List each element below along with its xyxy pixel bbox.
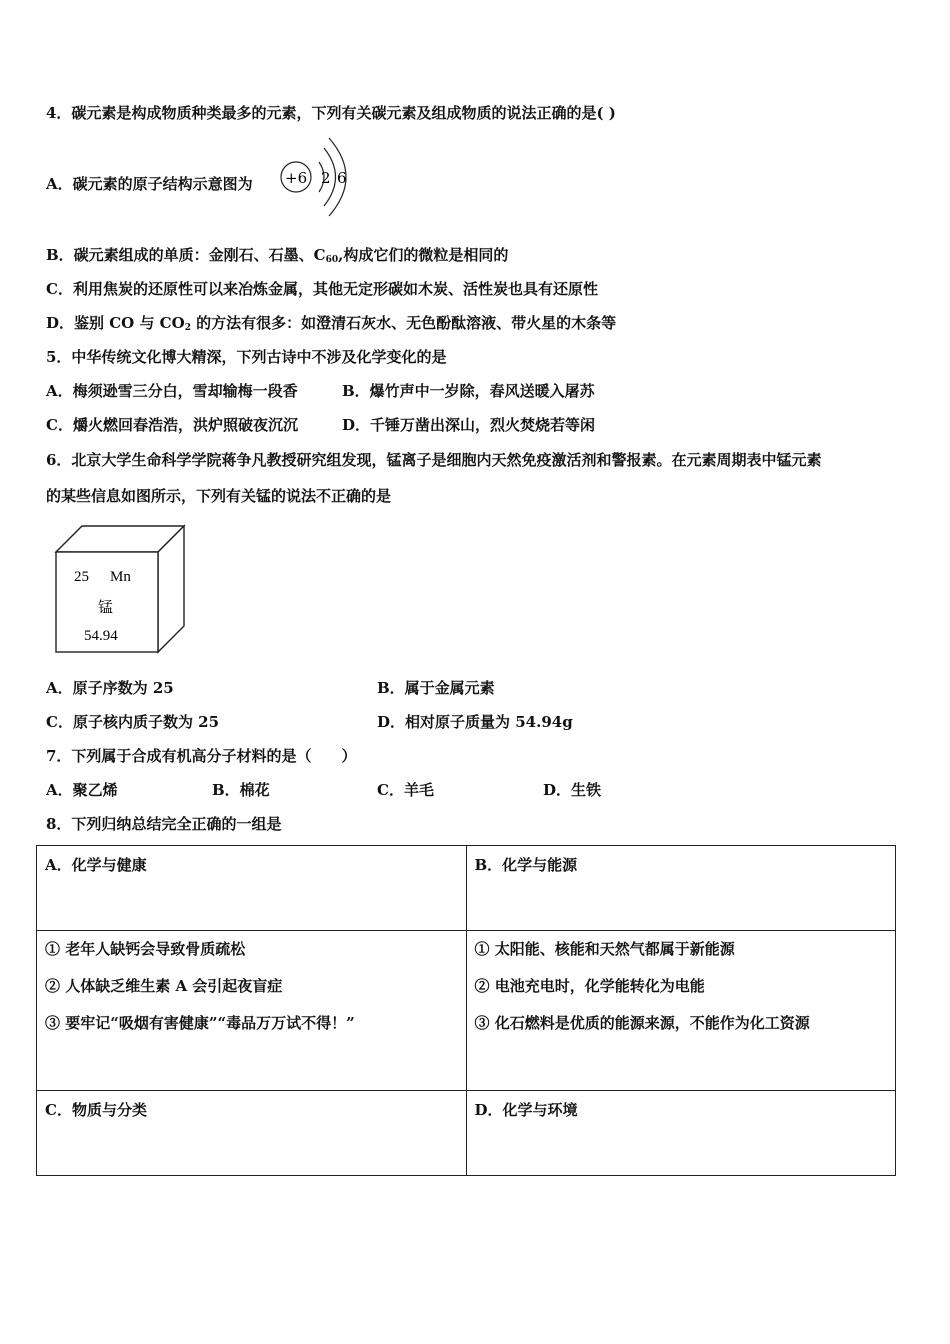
list-item: ③ 化石燃料是优质的能源来源，不能作为化工资源 <box>474 1014 810 1032</box>
list-item: ② 电池充电时，化学能转化为电能 <box>474 977 705 995</box>
manganese-element-cell <box>52 522 192 658</box>
list-item: ③ 要牢记“吸烟有害健康”“毒品万万试不得！” <box>45 1014 355 1032</box>
q8-stem: 8．下列归纳总结完全正确的一组是 <box>46 815 282 833</box>
list-item: ① 老年人缺钙会导致骨质疏松 <box>45 940 246 958</box>
q5-option-c: C．爝火燃回春浩浩，洪炉照破夜沉沉 <box>46 416 298 434</box>
q4-option-b: B．碳元素组成的单质：金刚石、石墨、$C_{60}$,构成它们的微粒是相同的 <box>46 246 509 265</box>
cell-b-items <box>466 931 896 1091</box>
cell-a-items <box>37 931 467 1091</box>
carbon-atom-diagram <box>279 132 359 218</box>
q6-stem-line1: 6．北京大学生命科学学院蒋争凡教授研究组发现，锰离子是细胞内天然免疫激活剂和警报素。在元素周期表中锰元素 <box>46 451 822 469</box>
q6-option-d: D．相对原子质量为 54.94g <box>377 713 573 731</box>
element-atomic-mass: 54.94 <box>84 628 118 644</box>
q4-stem: 4．碳元素是构成物质种类最多的元素，下列有关碳元素及组成物质的说法正确的是( ) <box>46 104 616 122</box>
cell-c-title: C．物质与分类 <box>37 1091 467 1176</box>
shell-electrons-2: 6 <box>337 169 347 187</box>
q7-option-d: D．生铁 <box>543 781 602 799</box>
list-item: ② 人体缺乏维生素 A 会引起夜盲症 <box>45 977 283 995</box>
cell-d-title: D．化学与环境 <box>466 1091 896 1176</box>
shell-electrons-1: 2 <box>321 169 331 187</box>
q6-stem-line2: 的某些信息如图所示，下列有关锰的说法不正确的是 <box>46 487 392 505</box>
cell-b-title: B．化学与能源 <box>466 846 896 931</box>
q6-option-a: A．原子序数为 25 <box>46 679 174 697</box>
q7-option-b: B．棉花 <box>212 781 270 799</box>
q8-summary-table <box>36 845 896 1176</box>
q4-option-a: A．碳元素的原子结构示意图为 <box>46 175 253 193</box>
cell-a-title: A．化学与健康 <box>37 846 467 931</box>
q6-option-c: C．原子核内质子数为 25 <box>46 713 220 731</box>
q4-option-c: C．利用焦炭的还原性可以来冶炼金属，其他无定形碳如木炭、活性炭也具有还原性 <box>46 280 598 298</box>
q4-option-d: D．鉴别 CO 与 $CO_2$ 的方法有很多：如澄清石灰水、无色酚酞溶液、带火星的木条等 <box>46 314 617 333</box>
q5-option-d: D．千锤万凿出深山，烈火焚烧若等闲 <box>342 416 596 434</box>
element-name: 锰 <box>98 600 114 616</box>
q6-option-b: B．属于金属元素 <box>377 679 495 697</box>
q5-stem: 5．中华传统文化博大精深，下列古诗中不涉及化学变化的是 <box>46 348 447 366</box>
element-symbol: Mn <box>110 569 131 585</box>
q7-option-a: A．聚乙烯 <box>46 781 118 799</box>
q5-option-a: A．梅须逊雪三分白，雪却输梅一段香 <box>46 382 298 400</box>
q7-option-c: C．羊毛 <box>377 781 434 799</box>
nucleus-charge: +6 <box>285 169 308 187</box>
q7-stem: 7．下列属于合成有机高分子材料的是（ ） <box>46 747 357 765</box>
list-item: ① 太阳能、核能和天然气都属于新能源 <box>474 940 735 958</box>
q5-option-b: B．爆竹声中一岁除，春风送暖入屠苏 <box>342 382 595 400</box>
element-atomic-number: 25 <box>74 569 89 585</box>
